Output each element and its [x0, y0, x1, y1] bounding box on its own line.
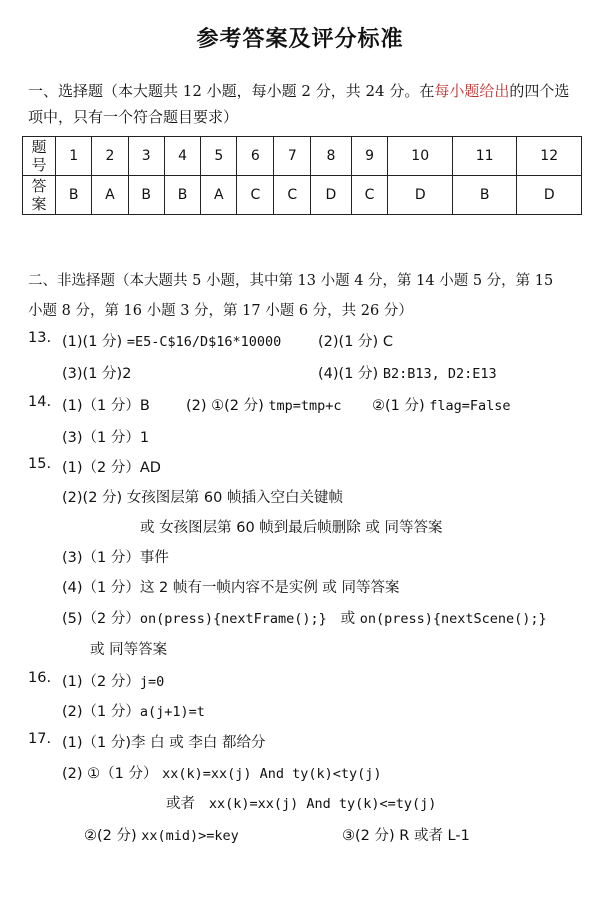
answer-cell: A	[92, 176, 128, 215]
q17-answer-4: ③(2 分) R 或者 L-1	[342, 828, 470, 844]
q15-answer-4: (4)（1 分）这 2 帧有一帧内容不是实例 或 同等答案	[62, 580, 400, 596]
q15-answer-5: (5)（2 分）on(press){nextFrame();} 或 on(press){nextScene();}	[62, 611, 547, 627]
q13-answer-2: (2)(1 分) C	[318, 334, 393, 350]
answer-cell: C	[274, 176, 311, 215]
section1-heading-b: 的四个选	[509, 82, 570, 100]
q15-number: 15.	[28, 456, 52, 472]
q16-answer-2: (2)（1 分）a(j+1)=t	[62, 704, 205, 720]
q14-answer-2b: ②(1 分) flag=False	[372, 398, 511, 414]
q13-answer-1: (1)(1 分) =E5-C$16/D$16*10000	[62, 334, 282, 350]
answer-cell: A	[201, 176, 237, 215]
question-number: 8	[311, 137, 351, 176]
q15-answer-3: (3)（1 分）事件	[62, 550, 169, 566]
section2-line1: 二、非选择题（本大题共 5 小题，其中第 13 小题 4 分，第 14 小题 5 分，第 15	[28, 273, 554, 289]
q17-answer-3: ②(2 分) xx(mid)>=key	[84, 828, 239, 844]
row1-label: 题号	[23, 137, 56, 176]
q15-answer-2b: 或 女孩图层第 60 帧到最后帧删除 或 同等答案	[140, 520, 443, 536]
section1-heading	[28, 78, 583, 130]
q13-answer-4: (4)(1 分) B2:B13, D2:E13	[318, 366, 497, 382]
question-number: 11	[452, 137, 516, 176]
q14-number: 14.	[28, 394, 52, 410]
q14-answer-1: (1)（1 分）B	[62, 398, 150, 414]
q14-answer-2: (2) ①(2 分) tmp=tmp+c	[186, 398, 342, 414]
question-number: 4	[164, 137, 200, 176]
question-number: 3	[128, 137, 164, 176]
section2-line2: 小题 8 分，第 16 小题 3 分，第 17 小题 6 分，共 26 分）	[28, 303, 413, 319]
answer-table	[22, 136, 582, 215]
section1-heading-red: 每小题给出	[434, 82, 510, 100]
table-row-answers	[23, 176, 582, 215]
q17-number: 17.	[28, 731, 52, 747]
question-number: 1	[56, 137, 92, 176]
q13-answer-3: (3)(1 分)2	[62, 366, 132, 382]
question-number: 5	[201, 137, 237, 176]
question-number: 6	[237, 137, 274, 176]
q15-answer-1: (1)（2 分）AD	[62, 460, 161, 476]
section1-heading-a: 一、选择题（本大题共 12 小题，每小题 2 分，共 24 分。在	[28, 82, 435, 100]
answer-cell: D	[517, 176, 582, 215]
q17-answer-1: (1)（1 分)李 白 或 李白 都给分	[62, 735, 266, 751]
answer-cell: B	[128, 176, 164, 215]
question-number: 12	[517, 137, 582, 176]
answer-cell: B	[164, 176, 200, 215]
answer-cell: B	[452, 176, 516, 215]
answer-cell: C	[351, 176, 388, 215]
q13-number: 13.	[28, 330, 52, 346]
question-number: 7	[274, 137, 311, 176]
question-number: 10	[388, 137, 452, 176]
q17-answer-2-alt: 或者 xx(k)=xx(j) And ty(k)<=ty(j)	[166, 796, 437, 812]
q14-answer-3: (3)（1 分）1	[62, 430, 150, 446]
section1-heading-c: 项中，只有一个符合题目要求）	[28, 108, 239, 126]
answer-cell: B	[56, 176, 92, 215]
question-number: 2	[92, 137, 128, 176]
q15-answer-2: (2)(2 分) 女孩图层第 60 帧插入空白关键帧	[62, 490, 343, 506]
page-title: 参考答案及评分标准	[196, 27, 404, 52]
q16-answer-1: (1)（2 分）j=0	[62, 674, 165, 690]
row2-label: 答案	[23, 176, 56, 215]
section2-heading	[28, 266, 583, 326]
answer-cell: C	[237, 176, 274, 215]
table-row-numbers	[23, 137, 582, 176]
q15-answer-5b: 或 同等答案	[90, 642, 168, 658]
answer-cell: D	[388, 176, 452, 215]
q16-number: 16.	[28, 670, 52, 686]
q17-answer-2: (2) ①（1 分） xx(k)=xx(j) And ty(k)<ty(j)	[62, 766, 382, 782]
answer-cell: D	[311, 176, 351, 215]
question-number: 9	[351, 137, 388, 176]
